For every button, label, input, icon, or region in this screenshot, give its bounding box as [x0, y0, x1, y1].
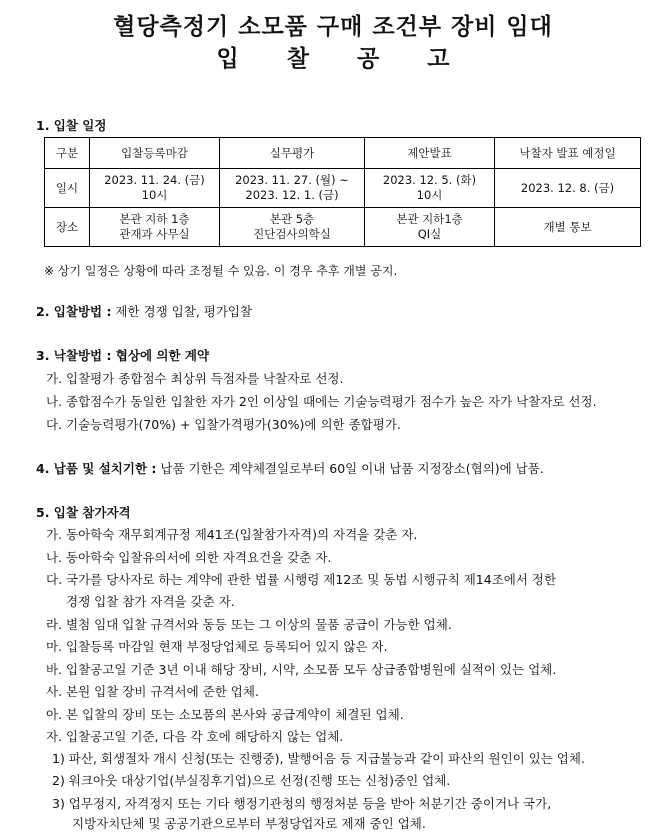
cell-registration-location: 본관 지하 1층 관재과 사무실: [90, 208, 220, 247]
title-line-2: 입 찰 공 고: [216, 46, 470, 72]
cell-evaluation-location: 본관 5층 진단검사의학실: [220, 208, 365, 247]
s5-item-ga: 가. 동아학숙 재무회계규정 제41조(입찰참가자격)의 자격을 갖춘 자.: [46, 527, 418, 542]
s5-item-da: 다. 국가를 당사자로 하는 계약에 관한 법률 시행령 제12조 및 동법 시행규칙 제14조에서 정한: [46, 572, 557, 587]
s5-item-ja: 자. 입찰공고일 기준, 다음 각 호에 해당하지 않는 업체.: [46, 729, 344, 744]
s5-item-ra: 라. 별첨 임대 입찰 규격서와 동등 또는 그 이상의 물품 공급이 가능한 업체.: [46, 617, 452, 632]
header-winner-announcement: 낙찰자 발표 예정일: [495, 138, 641, 169]
section-1-heading: 1. 입찰 일정: [36, 118, 107, 133]
section-2: 2. 입찰방법 : 제한 경쟁 입찰, 평가입찰: [36, 304, 253, 319]
s5-item-da-cont: 경쟁 입찰 참가 자격을 갖춘 자.: [66, 594, 235, 609]
s5-item-ma: 마. 입찰등록 마감일 현재 부정당업체로 등록되어 있지 않은 자.: [46, 639, 388, 654]
schedule-row-location: [45, 208, 641, 247]
section-4: 4. 납품 및 설치기한 : 납품 기한은 계약체결일로부터 60일 이내 납품 지정장소(협의)에 납품.: [36, 461, 544, 476]
s5-item-sa: 사. 본원 입찰 장비 규격서에 준한 업체.: [46, 684, 259, 699]
header-category: 구분: [45, 138, 90, 169]
title-line-1: 혈당측정기 소모품 구매 조건부 장비 임대: [113, 14, 553, 40]
row-label-location: 장소: [45, 208, 90, 247]
section-3-heading: 3. 낙찰방법 : 협상에 의한 계약: [36, 348, 210, 363]
s3-item-da: 다. 기술능력평가(70%) + 입찰가격평가(30%)에 의한 종합평가.: [46, 417, 401, 432]
header-registration-deadline: 입찰등록마감: [90, 138, 220, 169]
header-practical-evaluation: 실무평가: [220, 138, 365, 169]
schedule-row-datetime: [45, 169, 641, 208]
s3-item-ga: 가. 입찰평가 종합점수 최상위 득점자를 낙찰자로 선정.: [46, 371, 344, 386]
cell-announcement-location: 개별 통보: [495, 208, 641, 247]
s5-sub-3-cont: 지방자치단체 및 공공기관으로부터 부정당업자로 제재 중인 업체.: [72, 816, 426, 831]
schedule-note: ※ 상기 일정은 상황에 따라 조정될 수 있음. 이 경우 추후 개별 공지.: [44, 264, 398, 278]
s5-sub-3: 3) 업무정지, 자격정지 또는 기타 행정기관청의 행정처분 등을 받아 처분기간 중이거나 국가,: [52, 796, 552, 811]
s5-sub-2: 2) 워크아웃 대상기업(부실징후기업)으로 선정(진행 또는 신청)중인 업체.: [52, 773, 451, 788]
s5-item-a: 아. 본 입찰의 장비 또는 소모품의 본사와 공급계약이 체결된 업체.: [46, 707, 404, 722]
header-proposal-presentation: 제안발표: [365, 138, 495, 169]
cell-announcement-datetime: 2023. 12. 8. (금): [495, 169, 641, 208]
cell-presentation-location: 본관 지하1층 QI실: [365, 208, 495, 247]
s5-sub-1: 1) 파산, 회생절차 개시 신청(또는 진행중), 발행어음 등 지급불능과 같이 파산의 원인이 있는 업체.: [52, 751, 585, 766]
s5-item-ba: 바. 입찰공고일 기준 3년 이내 해당 장비, 시약, 소모품 모두 상급종합병원에 실적이 있는 업체.: [46, 662, 557, 677]
cell-evaluation-datetime: 2023. 11. 27. (월) ~ 2023. 12. 1. (금): [220, 169, 365, 208]
cell-presentation-datetime: 2023. 12. 5. (화) 10시: [365, 169, 495, 208]
s5-item-na: 나. 동아학숙 입찰유의서에 의한 자격요건을 갖춘 자.: [46, 550, 332, 565]
section-5-heading: 5. 입찰 참가자격: [36, 505, 131, 520]
schedule-header-row: [45, 138, 641, 169]
row-label-datetime: 일시: [45, 169, 90, 208]
schedule-table: [44, 137, 641, 247]
cell-registration-datetime: 2023. 11. 24. (금) 10시: [90, 169, 220, 208]
s3-item-na: 나. 종합점수가 동일한 입찰한 자가 2인 이상일 때에는 기술능력평가 점수가 높은 자가 낙찰자로 선정.: [46, 394, 597, 409]
